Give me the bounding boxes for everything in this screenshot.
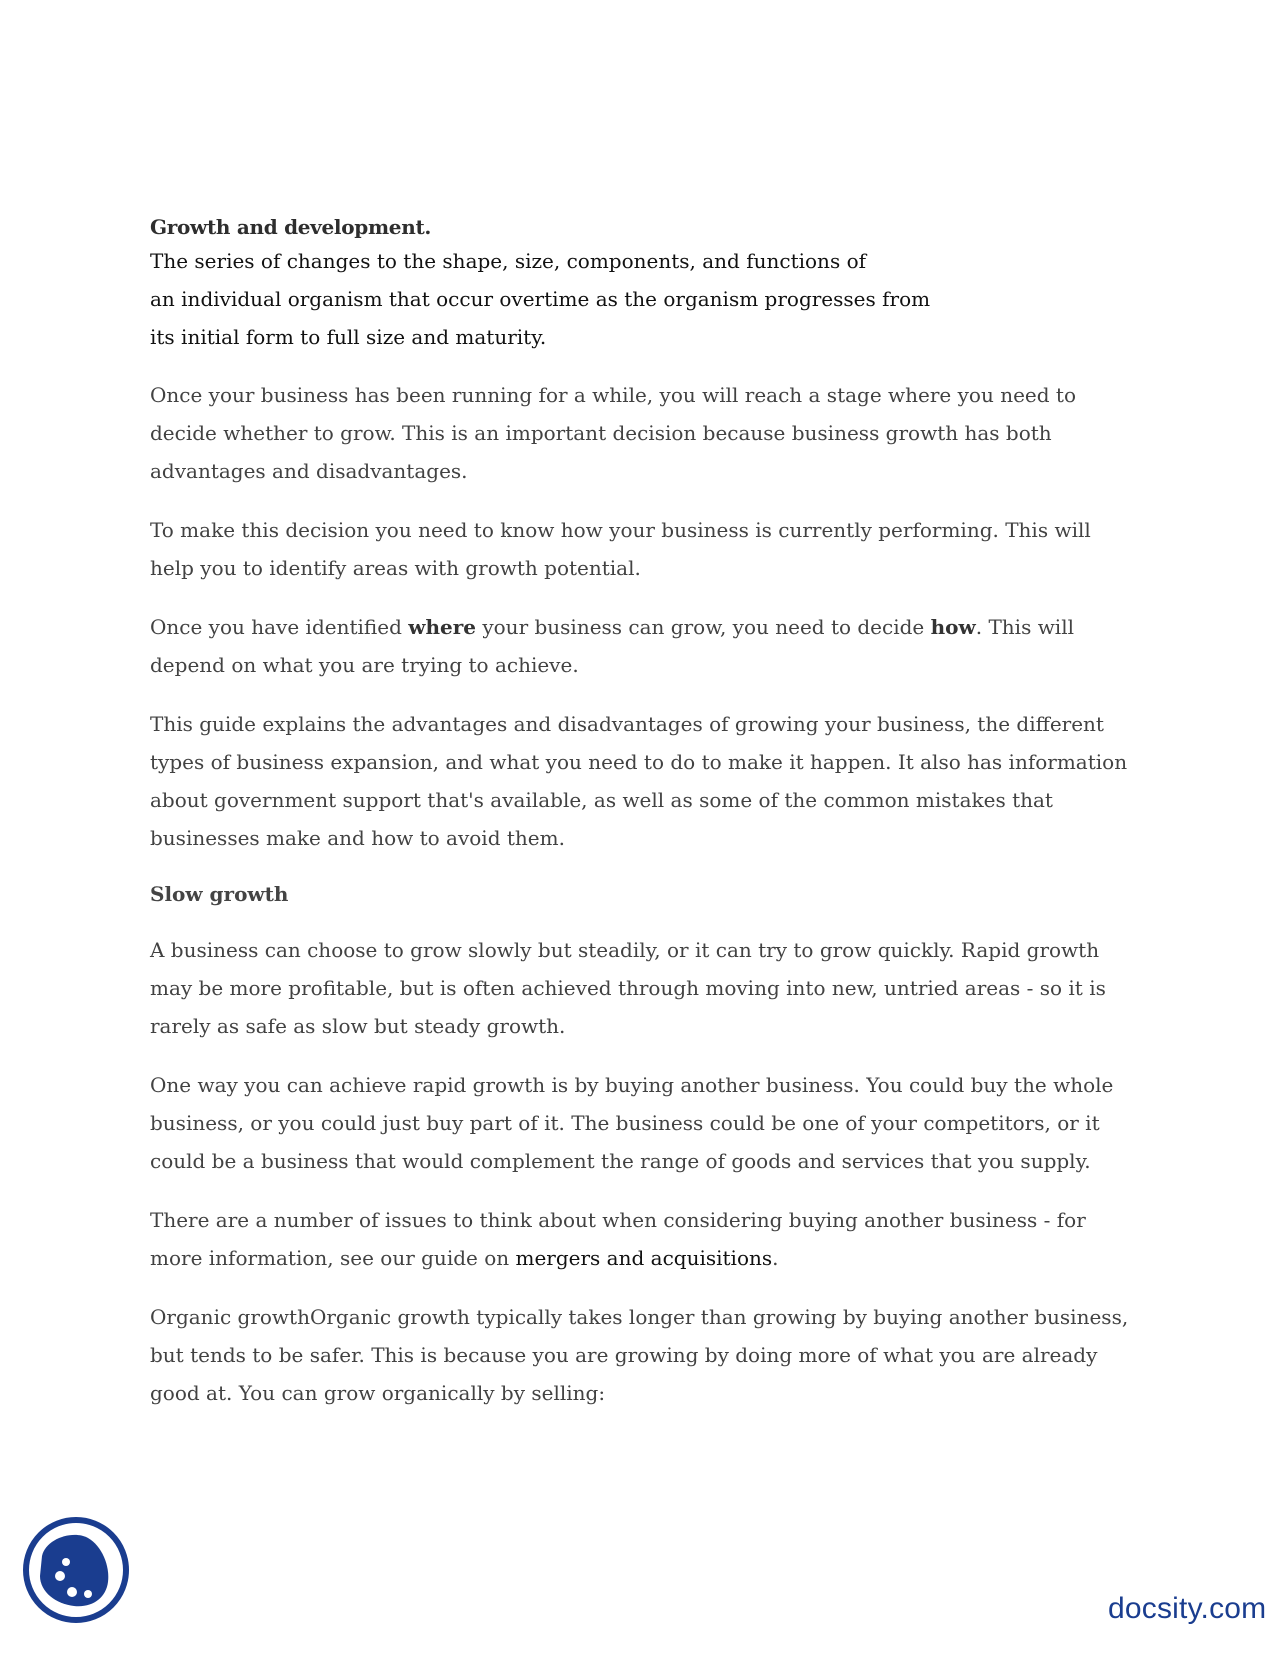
paragraph-organic-growth: Organic growthOrganic growth typically takes longer than growing by buying another business, but tends to be safer. This is because you are growing by doing more of what you are already good at. You can grow organically by selling: <box>150 1305 1129 1405</box>
paragraph-intro: Once your business has been running for a while, you will reach a stage where you need to decide whether to grow. This is an important decision because business growth has both advantages and disadvantages. <box>150 383 1076 483</box>
docsity-logo-icon[interactable] <box>22 1516 130 1624</box>
text-segment: Once you have identified <box>150 615 409 639</box>
paragraph-slow-growth: A business can choose to grow slowly but steadily, or it can try to grow quickly. Rapid growth may be more profitable, but is often achieved through moving into new, untried areas - so it is rarely as safe as slow but steady growth. <box>150 938 1106 1038</box>
paragraph-performance: To make this decision you need to know how your business is currently performing. This will help you to identify areas with growth potential. <box>150 518 1091 580</box>
text-segment: your business can grow, you need to decide <box>475 615 931 639</box>
paragraph-buying-business: One way you can achieve rapid growth is by buying another business. You could buy the whole business, or you could just buy part of it. The business could be one of your competitors, or it could be a business that would complement the range of goods and services that you supply. <box>150 1073 1114 1173</box>
document-title: Growth and development. <box>150 215 432 239</box>
paragraph-guide: This guide explains the advantages and disadvantages of growing your business, the different types of business expansion, and what you need to do to make it happen. It also has information about government support that's available, as well as some of the common mistakes that businesses make and how to avoid them. <box>150 712 1128 850</box>
emphasis-how: how <box>930 615 976 639</box>
text-segment: . <box>772 1246 779 1270</box>
text-segment: . This will depend on what you are trying to achieve. <box>150 615 1074 677</box>
definition-line: its initial form to full size and maturity. <box>150 325 547 349</box>
subheading-slow-growth: Slow growth <box>150 882 289 906</box>
definition-line: The series of changes to the shape, size, components, and functions of <box>150 249 867 273</box>
definition-line: an individual organism that occur overtime as the organism progresses from <box>150 287 931 311</box>
docsity-brand-link[interactable]: docsity.com <box>1108 1592 1267 1625</box>
definition-block <box>150 242 1130 356</box>
emphasis-where: where <box>408 615 476 639</box>
mergers-link[interactable]: mergers and acquisitions <box>515 1246 773 1270</box>
paragraph-issues <box>150 1201 1130 1277</box>
document-page <box>150 212 1130 1433</box>
paragraph-where-how <box>150 608 1130 684</box>
text-segment: There are a number of issues to think about when considering buying another business - for more information, see our guide on <box>150 1208 1086 1270</box>
